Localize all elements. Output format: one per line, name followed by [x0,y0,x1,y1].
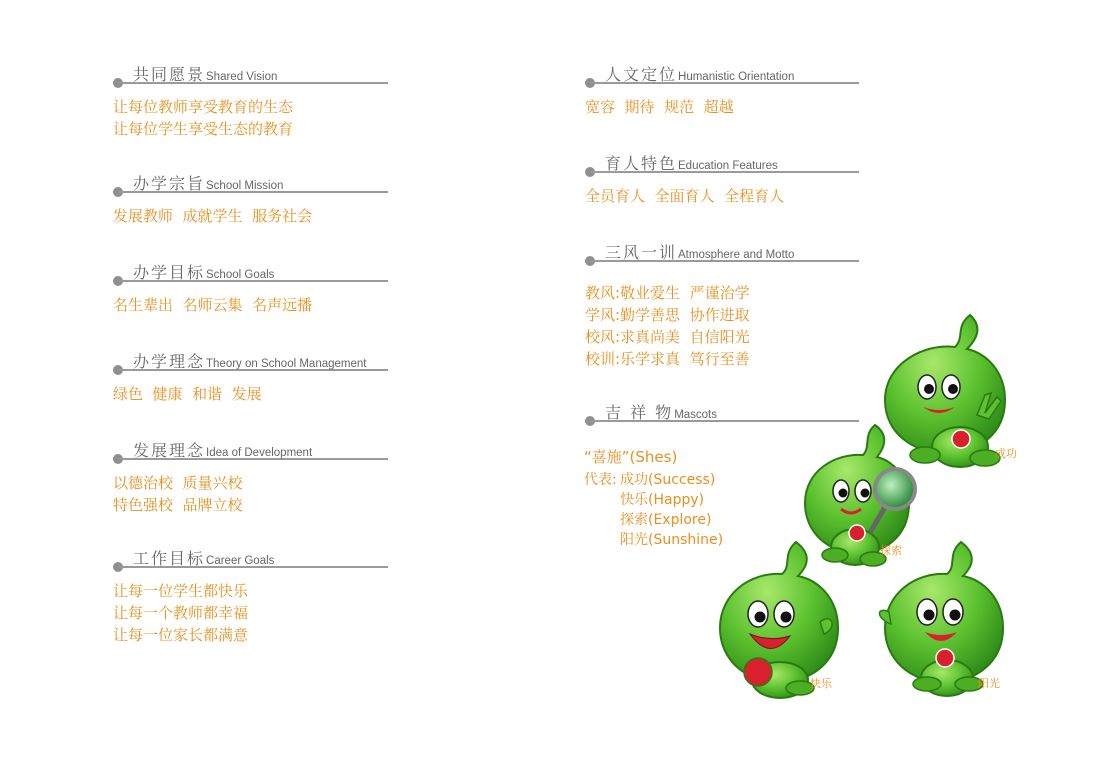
heading-en: Shared Vision [206,71,278,83]
heading-en: Education Features [678,160,778,172]
content-lines [113,205,312,227]
section-heading [113,62,293,90]
heading-en: Humanistic Orientation [678,71,795,83]
content-line: 名生辈出 名师云集 名声远播 [113,296,313,314]
content-lines [113,96,293,140]
heading-cn: 育人特色 [605,154,678,173]
section-heading [113,171,312,199]
content-line: 教风:敬业爱生 严谨治学 [585,284,750,302]
content-line: 绿色 健康 和谐 发展 [113,385,262,403]
content-line: 宽容 期待 规范 超越 [585,98,734,116]
mascot-illustrations [700,310,1100,710]
heading-title [133,438,312,461]
heading-cn: 发展理念 [133,441,206,460]
section-shared-vision [113,62,293,140]
section-school-management [113,349,367,405]
heading-cn: 办学宗旨 [133,174,206,193]
content-line: 发展教师 成就学生 服务社会 [113,207,313,225]
mascot-rep-label: 代表: [584,472,617,488]
heading-en: School Goals [206,269,275,281]
section-development [113,438,313,516]
section-career-goals [113,546,275,646]
mascot-sunshine [880,542,1004,696]
content-lines [113,383,262,405]
heading-cn: 吉 祥 物 [605,403,674,422]
caption-explore: 探索 [880,544,902,557]
content-lines [585,185,784,207]
mascot-success [885,315,1005,467]
heading-cn: 三风一训 [605,243,678,262]
content-lines [585,96,734,118]
heading-title [605,62,794,85]
section-heading [113,260,312,288]
section-heading [113,438,313,466]
heading-en: Theory on School Management [206,358,367,370]
content-lines [113,294,312,316]
section-school-mission [113,171,312,227]
content-line: 让每位学生享受生态的教育 [113,120,294,138]
mascot-rep-happy: 快乐(Happy) [620,492,705,508]
mascot-name: “喜施”(Shes) [584,448,678,466]
heading-cn: 办学目标 [133,263,206,282]
content-line: 校训:乐学求真 笃行至善 [585,350,750,368]
heading-en: Mascots [674,409,718,421]
heading-cn: 办学理念 [133,352,206,371]
heading-en: School Mission [206,180,284,192]
caption-sunshine: 阳光 [978,677,1000,690]
heading-title [133,546,274,569]
heading-en: Idea of Development [206,447,313,459]
content-line: 让每位教师享受教育的生态 [113,98,294,116]
section-humanistic [585,62,795,118]
heading-title [605,240,794,263]
mascot-rep-success: 成功(Success) [620,472,716,488]
heading-en: Atmosphere and Motto [678,249,795,261]
content-line: 校风:求真尚美 自信阳光 [585,328,750,346]
content-line: 让每一位家长都满意 [113,626,249,644]
caption-success: 成功 [995,447,1017,460]
heading-title [133,62,277,85]
mascot-rep-explore: 探索(Explore) [620,512,712,528]
heading-en: Career Goals [206,555,275,567]
content-line: 全员育人 全面育人 全程育人 [585,187,785,205]
section-heading [585,240,795,268]
content-line: 特色强校 品牌立校 [113,496,243,514]
section-heading [113,349,367,377]
content-line: 以德治校 质量兴校 [113,474,243,492]
content-lines [113,580,248,646]
heading-cn: 人文定位 [605,65,678,84]
caption-happy: 快乐 [810,677,832,690]
content-lines [113,472,243,516]
section-school-goals [113,260,312,316]
heading-title [133,260,274,283]
heading-title [133,171,283,194]
mascot-rep-sunshine: 阳光(Sunshine) [620,532,724,548]
content-line: 让每一位学生都快乐 [113,582,249,600]
section-heading [113,546,275,574]
heading-cn: 工作目标 [133,549,206,568]
heading-cn: 共同愿景 [133,65,206,84]
section-heading [585,151,784,179]
heading-title [605,151,778,174]
section-heading [585,62,795,90]
section-education-features [585,151,784,207]
heading-title [133,349,366,372]
content-line: 学风:勤学善思 协作进取 [585,306,750,324]
content-line: 让每一个教师都幸福 [113,604,249,622]
